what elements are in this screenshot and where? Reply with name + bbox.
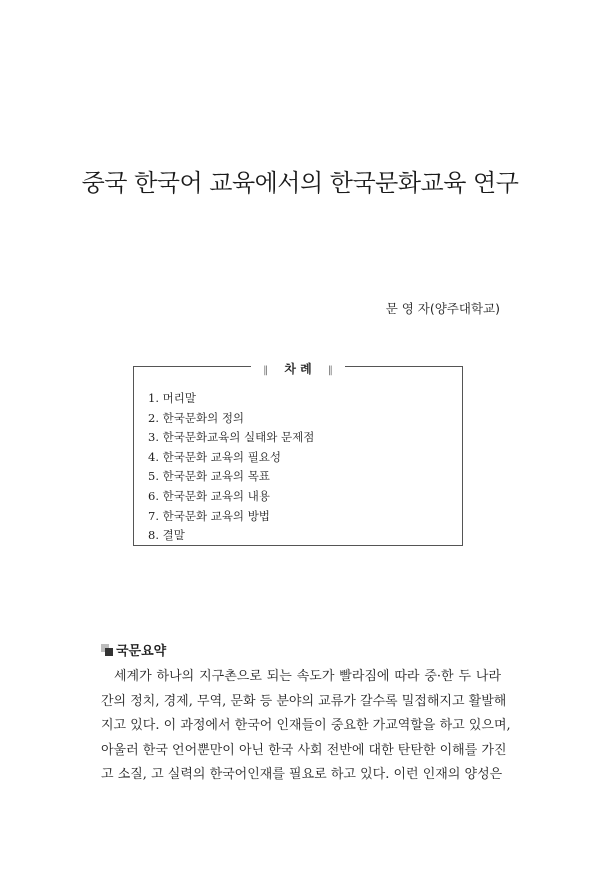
paper-title: 중국 한국어 교육에서의 한국문화교육 연구 <box>81 169 519 197</box>
toc-item: 2. 한국문화의 정의 <box>148 410 245 425</box>
abstract-line: 지고 있다. 이 과정에서 한국어 인재들이 중요한 가교역할을 하고 있으며, <box>101 718 511 734</box>
toc-item: 5. 한국문화 교육의 목표 <box>148 469 270 484</box>
table-of-contents <box>133 362 463 546</box>
author-affiliation: 문 영 자(양주대학교) <box>385 301 500 316</box>
toc-item: 7. 한국문화 교육의 방법 <box>148 508 270 523</box>
toc-label: 차 례 <box>278 362 317 376</box>
toc-bar-left-icon: ‖ <box>257 365 274 376</box>
toc-item: 6. 한국문화 교육의 내용 <box>148 488 270 503</box>
toc-item: 1. 머리말 <box>148 391 196 405</box>
abstract-heading-text: 국문요약 <box>116 644 167 659</box>
toc-header <box>134 358 462 377</box>
toc-item: 8. 결말 <box>148 528 185 543</box>
abstract-line: 세계가 하나의 지구촌으로 되는 속도가 빨라짐에 따라 중·한 두 나라 <box>114 669 501 684</box>
section-square-icon <box>101 644 113 656</box>
toc-bar-right-icon: ‖ <box>322 365 339 376</box>
abstract-body <box>101 665 511 788</box>
toc-title <box>251 362 345 376</box>
abstract-line: 간의 정치, 경제, 무역, 문화 등 분야의 교류가 갈수록 밀접해지고 활발해 <box>101 693 507 709</box>
abstract-line: 고 소질, 고 실력의 한국어인재를 필요로 하고 있다. 이런 인재의 양성은 <box>101 767 503 783</box>
abstract-line: 아울러 한국 언어뿐만이 아닌 한국 사회 전반에 대한 탄탄한 이해를 가진 <box>101 742 507 758</box>
toc-item: 4. 한국문화 교육의 필요성 <box>148 449 282 464</box>
toc-item: 3. 한국문화교육의 실태와 문제점 <box>148 430 315 445</box>
toc-list <box>148 389 314 546</box>
abstract-heading <box>101 640 166 659</box>
